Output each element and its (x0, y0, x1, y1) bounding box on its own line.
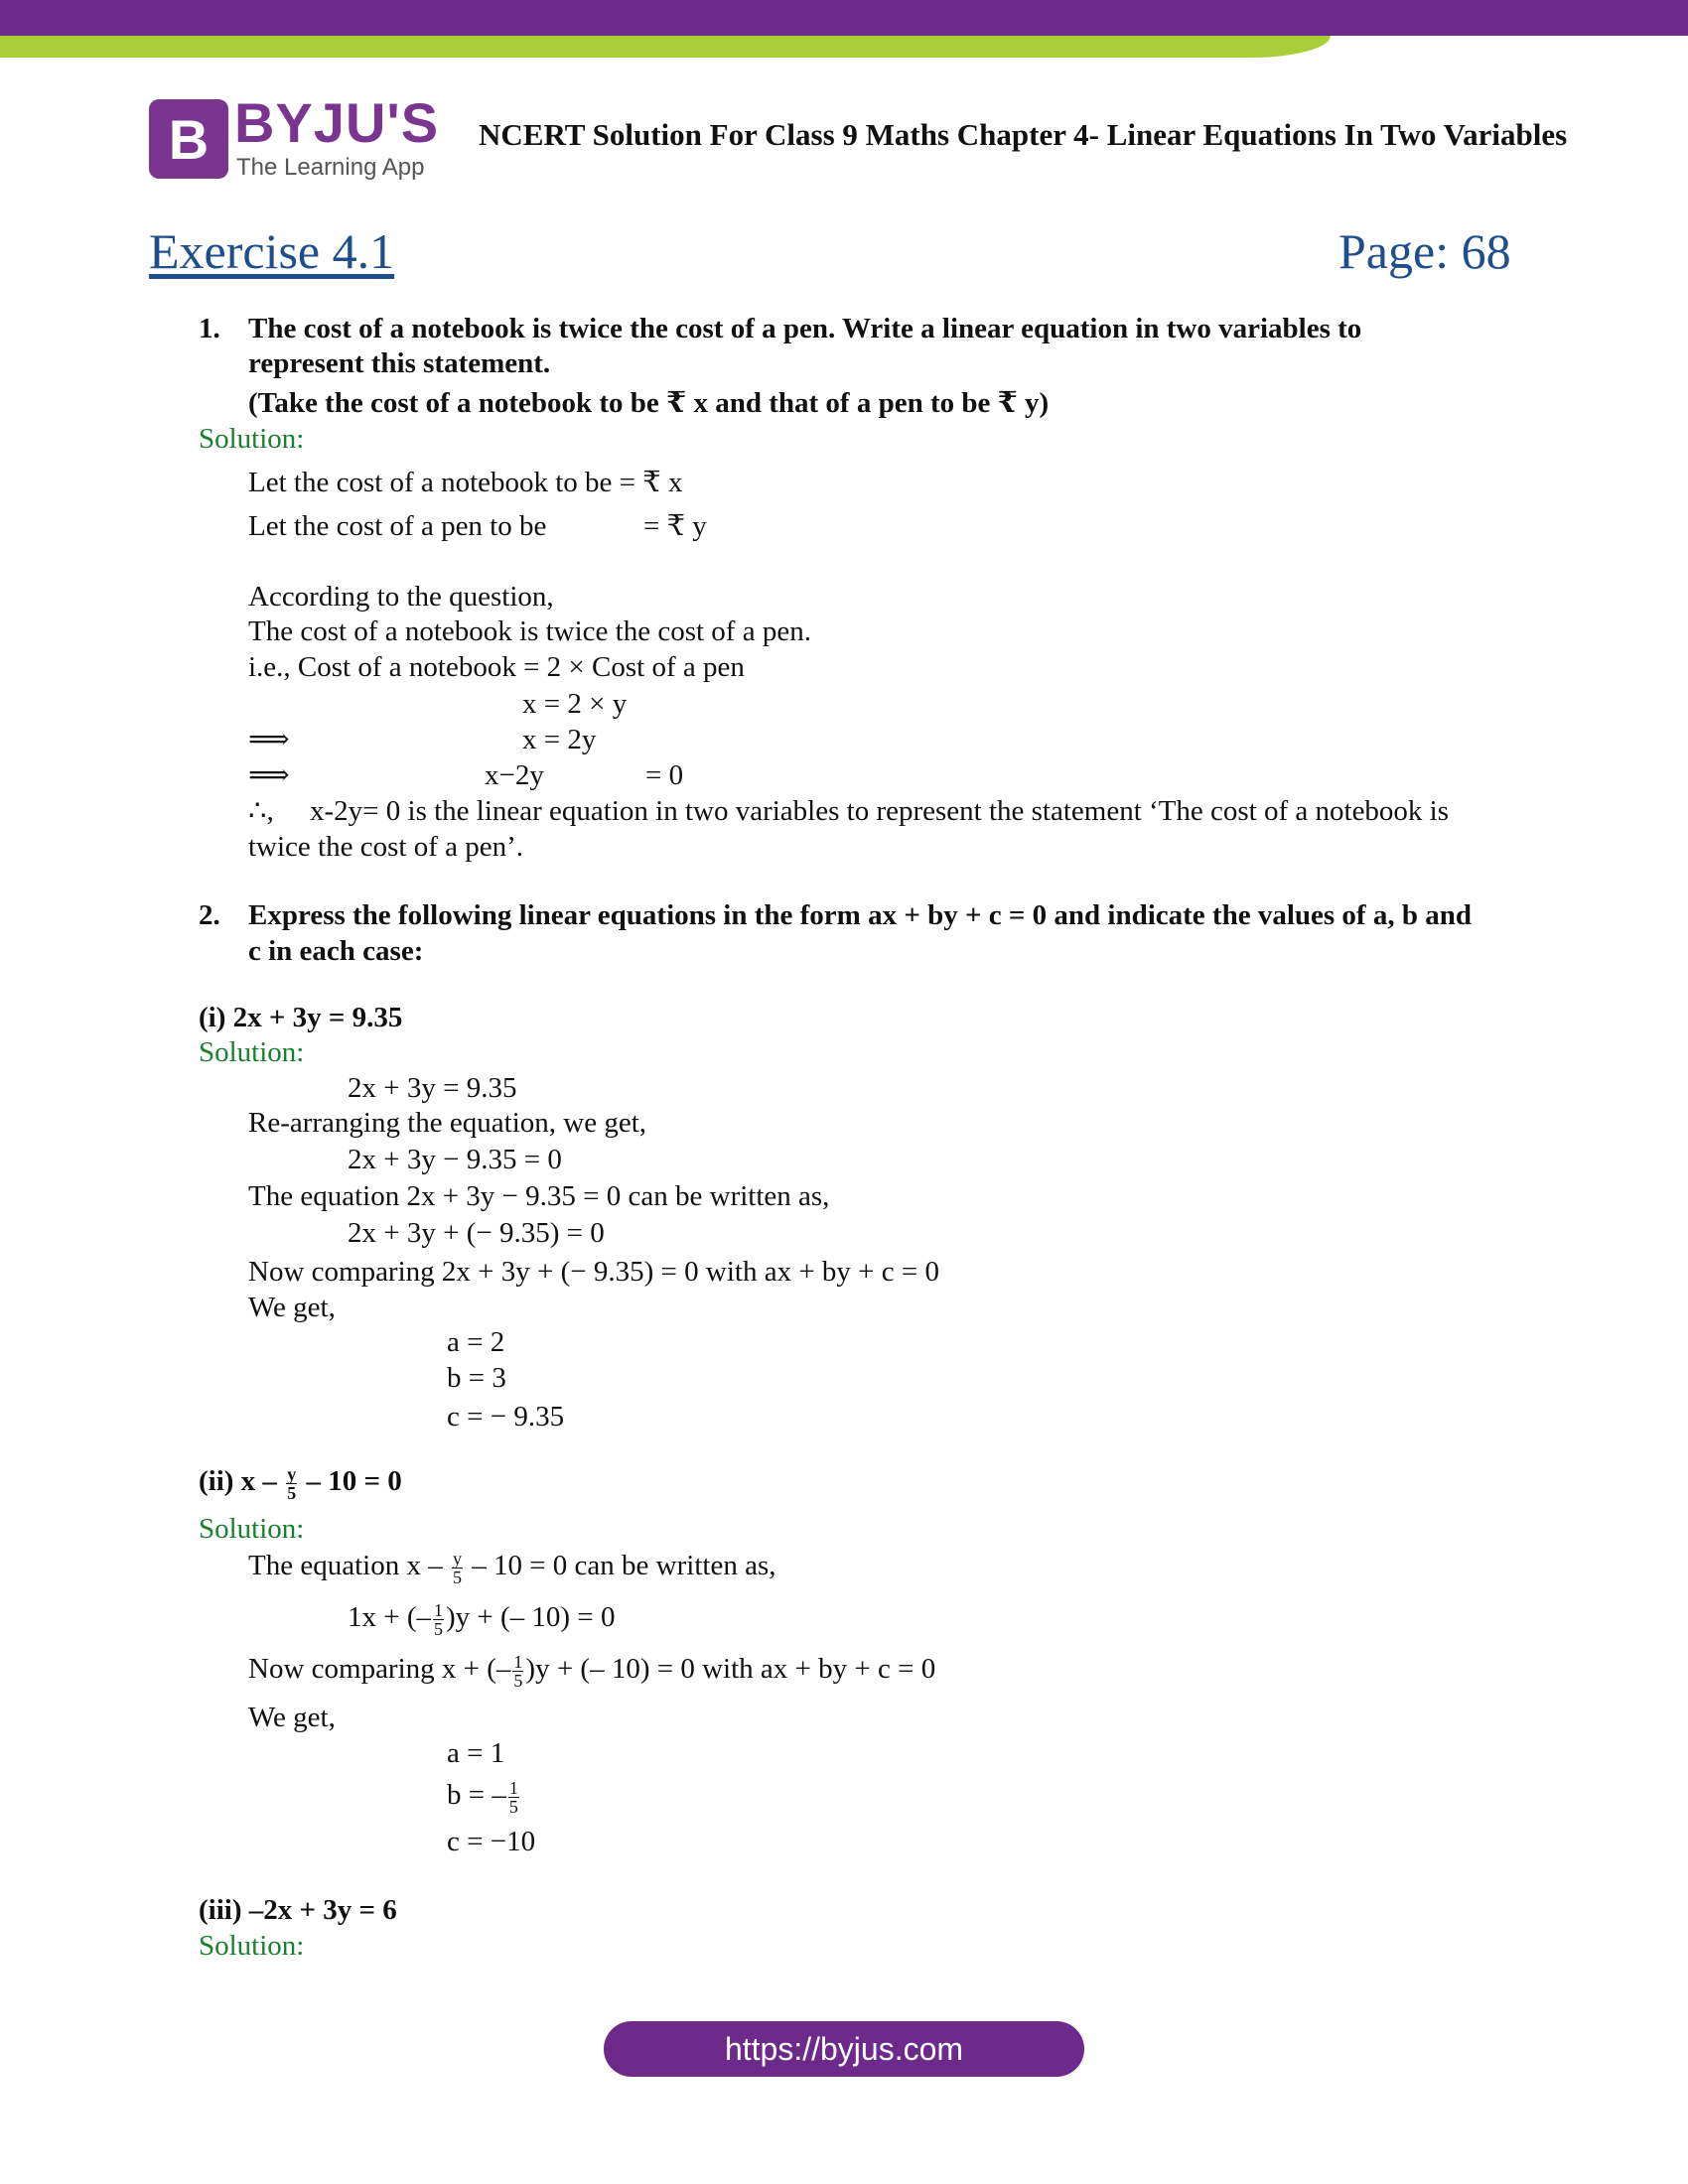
therefore-icon: ∴, (248, 795, 274, 827)
q2-ii-line3: Now comparing x + (– $\frac{1}{5}$ )y + (– 10) = 0 with ax + by + c = 0 (248, 1651, 936, 1691)
q2-i-line3: 2x + 3y − 9.35 = 0 (348, 1144, 562, 1175)
document-title: NCERT Solution For Class 9 Maths Chapter 4- Linear Equations In Two Variables (479, 117, 1568, 152)
q1-eq2: x = 2y (522, 724, 597, 755)
fraction: $\frac{1}{5}$ (434, 1599, 444, 1639)
q1-solution-label: Solution: (199, 423, 305, 455)
q1-sol-line1: Let the cost of a notebook to be = ₹ x (248, 467, 683, 498)
q2-ii-line1: The equation x – $\frac{y}{5}$ – 10 = 0 can be written as, (248, 1548, 776, 1587)
q1-eq3b: = 0 (645, 759, 684, 791)
q2-line1: Express the following linear equations in the form ax + by + c = 0 and indicate the values of a, b and (248, 899, 1472, 931)
brand-name: BYJU'S (234, 91, 440, 154)
q2-i-line5: 2x + 3y + (− 9.35) = 0 (348, 1217, 605, 1249)
q1-eq1: x = 2 × y (522, 688, 628, 720)
q2-ii-line2: 1x + (– $\frac{1}{5}$ )y + (– 10) = 0 (348, 1599, 616, 1639)
fraction: $\frac{y}{5}$ (452, 1548, 462, 1587)
q2-ii-solution-label: Solution: (199, 1513, 305, 1545)
top-banner-purple (0, 0, 1688, 36)
q2-number: 2. (199, 899, 220, 931)
q1-line3: (Take the cost of a notebook to be ₹ x and that of a pen to be ₹ y) (248, 387, 1050, 419)
fraction: $\frac{1}{5}$ (508, 1777, 518, 1817)
q2-i-solution-label: Solution: (199, 1036, 305, 1068)
footer-url-button[interactable] (604, 2021, 1084, 2077)
fraction: $\frac{1}{5}$ (513, 1651, 523, 1691)
q2-iii-solution-label: Solution: (199, 1930, 305, 1962)
q1-sol-line4: The cost of a notebook is twice the cost of a pen. (248, 615, 811, 647)
q2-iii-label: (iii) –2x + 3y = 6 (199, 1894, 397, 1926)
q2-i-c: c = − 9.35 (447, 1401, 565, 1433)
q2-i-line6: Now comparing 2x + 3y + (− 9.35) = 0 with ax + by + c = 0 (248, 1256, 939, 1288)
q2-i-label: (i) 2x + 3y = 9.35 (199, 1002, 403, 1033)
implies-icon: ⟹ (248, 759, 290, 791)
q2-i-line1: 2x + 3y = 9.35 (348, 1072, 517, 1104)
q1-sol-line6: x-2y= 0 is the linear equation in two variables to represent the statement ‘The cost of a notebook is (310, 795, 1450, 827)
brand-tagline: The Learning App (236, 154, 425, 181)
q2-i-b: b = 3 (447, 1362, 506, 1394)
q1-sol-line7: twice the cost of a pen’. (248, 831, 524, 863)
q2-i-line4: The equation 2x + 3y − 9.35 = 0 can be written as, (248, 1180, 830, 1212)
q2-i-line2: Re-arranging the equation, we get, (248, 1107, 647, 1139)
page-number: Page: 68 (1338, 223, 1511, 279)
footer-url[interactable]: https://byjus.com (724, 2030, 964, 2067)
q1-sol-line3: According to the question, (248, 581, 554, 613)
q2-ii-line4: We get, (248, 1702, 336, 1733)
q2-i-a: a = 2 (447, 1326, 505, 1358)
q1-eq3a: x−2y (485, 759, 544, 791)
q1-sol-line2a: Let the cost of a pen to be (248, 510, 547, 542)
q1-sol-line5: i.e., Cost of a notebook = 2 × Cost of a pen (248, 651, 745, 683)
q1-line2: represent this statement. (248, 347, 551, 379)
top-banner-green (0, 36, 1331, 58)
q1-number: 1. (199, 313, 220, 344)
q2-ii-label: (ii) x – $\frac{y}{5}$ – 10 = 0 (199, 1463, 402, 1503)
q1-sol-line2b: = ₹ y (643, 510, 707, 542)
q2-i-line7: We get, (248, 1292, 336, 1323)
fraction: $\frac{y}{5}$ (287, 1463, 297, 1503)
exercise-heading: Exercise 4.1 (149, 223, 395, 279)
byjus-logo-icon: B (149, 99, 228, 179)
q2-ii-b: b = – $\frac{1}{5}$ (447, 1777, 518, 1817)
implies-icon: ⟹ (248, 724, 290, 755)
q1-line1: The cost of a notebook is twice the cost of a pen. Write a linear equation in two variables to (248, 313, 1362, 344)
q2-ii-c: c = −10 (447, 1826, 536, 1857)
q2-ii-a: a = 1 (447, 1737, 505, 1769)
q2-line2: c in each case: (248, 935, 424, 967)
